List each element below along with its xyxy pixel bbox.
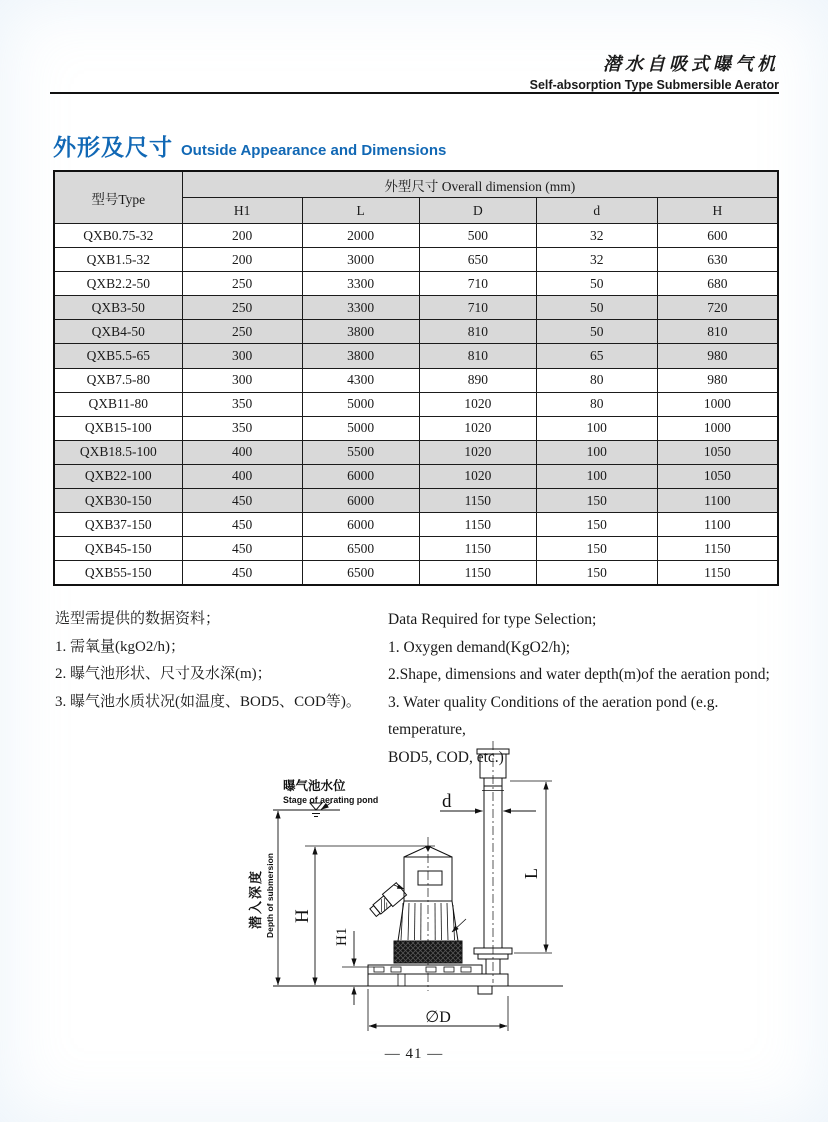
nameplate <box>418 871 442 885</box>
value-cell: 1150 <box>419 537 536 561</box>
value-cell: 6000 <box>302 464 419 488</box>
dim-d-label: d <box>442 791 452 812</box>
dim-od-label: ∅D <box>425 1009 451 1026</box>
table-head <box>54 171 778 224</box>
value-cell: 3300 <box>302 296 419 320</box>
value-cell: 1050 <box>657 440 778 464</box>
dim-l-label: L <box>521 868 541 879</box>
model-cell: QXB45-150 <box>54 537 182 561</box>
header-rule <box>50 92 779 94</box>
value-cell: 300 <box>182 344 302 368</box>
table-row <box>54 464 778 488</box>
outline-drawing <box>228 733 590 1045</box>
value-cell: 350 <box>182 416 302 440</box>
water-level-label-en: Stage of aerating pond <box>283 795 379 805</box>
value-cell: 710 <box>419 272 536 296</box>
model-cell: QXB1.5-32 <box>54 248 182 272</box>
model-cell: QXB7.5-80 <box>54 368 182 392</box>
dimensions-table-wrap <box>53 170 779 586</box>
value-cell: 80 <box>536 368 657 392</box>
value-cell: 3300 <box>302 272 419 296</box>
header-title-cn: 潜水自吸式曝气机 <box>603 54 779 74</box>
value-cell: 1000 <box>657 416 778 440</box>
value-cell: 200 <box>182 248 302 272</box>
dimension-column-header: H <box>657 198 778 224</box>
cable-gland <box>368 883 407 919</box>
value-cell: 6000 <box>302 513 419 537</box>
value-cell: 200 <box>182 224 302 248</box>
value-cell: 250 <box>182 272 302 296</box>
value-cell: 1150 <box>419 489 536 513</box>
dim-h-label: H <box>292 909 313 923</box>
note-line: 1. Oxygen demand(KgO2/h); <box>388 638 571 656</box>
value-cell: 400 <box>182 464 302 488</box>
note-line: 3. Water quality Conditions of the aeration pond (e.g. temperature, <box>388 693 719 738</box>
value-cell: 980 <box>657 368 778 392</box>
model-cell: QXB30-150 <box>54 489 182 513</box>
group-column-header: 外型尺寸 Overall dimension (mm) <box>182 171 778 198</box>
value-cell: 100 <box>536 416 657 440</box>
value-cell: 50 <box>536 272 657 296</box>
table-row <box>54 224 778 248</box>
table-row <box>54 513 778 537</box>
value-cell: 810 <box>419 344 536 368</box>
value-cell: 100 <box>536 440 657 464</box>
model-cell: QXB37-150 <box>54 513 182 537</box>
table-header-row <box>54 171 778 198</box>
note-line: 2. 曝气池形状、尺寸及水深(m)； <box>55 666 272 682</box>
value-cell: 1100 <box>657 513 778 537</box>
model-cell: QXB22-100 <box>54 464 182 488</box>
value-cell: 3800 <box>302 320 419 344</box>
value-cell: 5000 <box>302 416 419 440</box>
note-line: 3. 曝气池水质状况(如温度、BOD5、COD等)。 <box>55 693 361 710</box>
selection-notes-cn <box>55 606 385 716</box>
value-cell: 710 <box>419 296 536 320</box>
value-cell: 3800 <box>302 344 419 368</box>
base-foot <box>478 986 492 994</box>
value-cell: 32 <box>536 224 657 248</box>
table-row <box>54 489 778 513</box>
page-header <box>530 50 779 92</box>
value-cell: 650 <box>419 248 536 272</box>
section-title-en: Outside Appearance and Dimensions <box>181 142 447 159</box>
value-cell: 1150 <box>657 537 778 561</box>
base-lower-plate <box>368 974 508 986</box>
value-cell: 150 <box>536 537 657 561</box>
value-cell: 250 <box>182 296 302 320</box>
model-cell: QXB5.5-65 <box>54 344 182 368</box>
dimension-column-header: H1 <box>182 198 302 224</box>
value-cell: 450 <box>182 561 302 586</box>
section-title-cn: 外形及尺寸 <box>53 134 173 160</box>
value-cell: 150 <box>536 561 657 586</box>
table-row <box>54 344 778 368</box>
model-cell: QXB18.5-100 <box>54 440 182 464</box>
note-line: BOD5, COD, etc.) <box>388 748 504 766</box>
value-cell: 4300 <box>302 368 419 392</box>
value-cell: 5500 <box>302 440 419 464</box>
model-cell: QXB4-50 <box>54 320 182 344</box>
value-cell: 6500 <box>302 561 419 586</box>
value-cell: 1100 <box>657 489 778 513</box>
note-line: 2.Shape, dimensions and water depth(m)of the aeration pond; <box>388 666 770 683</box>
table-row <box>54 368 778 392</box>
value-cell: 450 <box>182 489 302 513</box>
dim-h1-label: H1 <box>334 927 350 946</box>
note-line: 1. 需氧量(kgO2/h)； <box>55 638 185 655</box>
depth-label-cn: 潜入深度 <box>248 868 263 929</box>
value-cell: 500 <box>419 224 536 248</box>
value-cell: 1020 <box>419 464 536 488</box>
value-cell: 450 <box>182 513 302 537</box>
value-cell: 600 <box>657 224 778 248</box>
model-cell: QXB15-100 <box>54 416 182 440</box>
table-row <box>54 537 778 561</box>
value-cell: 350 <box>182 392 302 416</box>
value-cell: 150 <box>536 489 657 513</box>
table-row <box>54 561 778 586</box>
value-cell: 2000 <box>302 224 419 248</box>
model-cell: QXB11-80 <box>54 392 182 416</box>
value-cell: 630 <box>657 248 778 272</box>
value-cell: 32 <box>536 248 657 272</box>
value-cell: 50 <box>536 296 657 320</box>
value-cell: 5000 <box>302 392 419 416</box>
note-line: Data Required for type Selection; <box>388 611 597 628</box>
table-row <box>54 296 778 320</box>
value-cell: 400 <box>182 440 302 464</box>
value-cell: 980 <box>657 344 778 368</box>
value-cell: 810 <box>419 320 536 344</box>
depth-label-en: Depth of submersion <box>265 852 275 938</box>
value-cell: 250 <box>182 320 302 344</box>
table-row <box>54 248 778 272</box>
model-cell: QXB3-50 <box>54 296 182 320</box>
dimension-column-header: D <box>419 198 536 224</box>
table-row <box>54 320 778 344</box>
type-column-header: 型号Type <box>54 171 182 224</box>
value-cell: 150 <box>536 513 657 537</box>
note-line: 选型需提供的数据资料； <box>55 611 221 627</box>
diffuser-band <box>394 941 462 963</box>
dimension-column-header: L <box>302 198 419 224</box>
value-cell: 810 <box>657 320 778 344</box>
model-cell: QXB55-150 <box>54 561 182 586</box>
value-cell: 1020 <box>419 392 536 416</box>
table-row <box>54 392 778 416</box>
table-body <box>54 224 778 586</box>
dimensions-table <box>53 170 779 586</box>
model-cell: QXB2.2-50 <box>54 272 182 296</box>
table-row <box>54 272 778 296</box>
value-cell: 6500 <box>302 537 419 561</box>
value-cell: 1050 <box>657 464 778 488</box>
value-cell: 6000 <box>302 489 419 513</box>
water-level-label-cn: 曝气池水位 <box>283 779 346 793</box>
value-cell: 80 <box>536 392 657 416</box>
value-cell: 1020 <box>419 416 536 440</box>
value-cell: 1150 <box>657 561 778 586</box>
value-cell: 300 <box>182 368 302 392</box>
value-cell: 450 <box>182 537 302 561</box>
value-cell: 1150 <box>419 513 536 537</box>
value-cell: 1000 <box>657 392 778 416</box>
value-cell: 100 <box>536 464 657 488</box>
value-cell: 720 <box>657 296 778 320</box>
value-cell: 50 <box>536 320 657 344</box>
table-row <box>54 440 778 464</box>
section-title <box>53 129 446 162</box>
model-cell: QXB0.75-32 <box>54 224 182 248</box>
value-cell: 890 <box>419 368 536 392</box>
value-cell: 1150 <box>419 561 536 586</box>
value-cell: 65 <box>536 344 657 368</box>
table-row <box>54 416 778 440</box>
page-number: — 41 — <box>384 1046 444 1062</box>
value-cell: 3000 <box>302 248 419 272</box>
header-title-en: Self-absorption Type Submersible Aerator <box>529 78 779 92</box>
value-cell: 1020 <box>419 440 536 464</box>
dimension-column-header: d <box>536 198 657 224</box>
value-cell: 680 <box>657 272 778 296</box>
